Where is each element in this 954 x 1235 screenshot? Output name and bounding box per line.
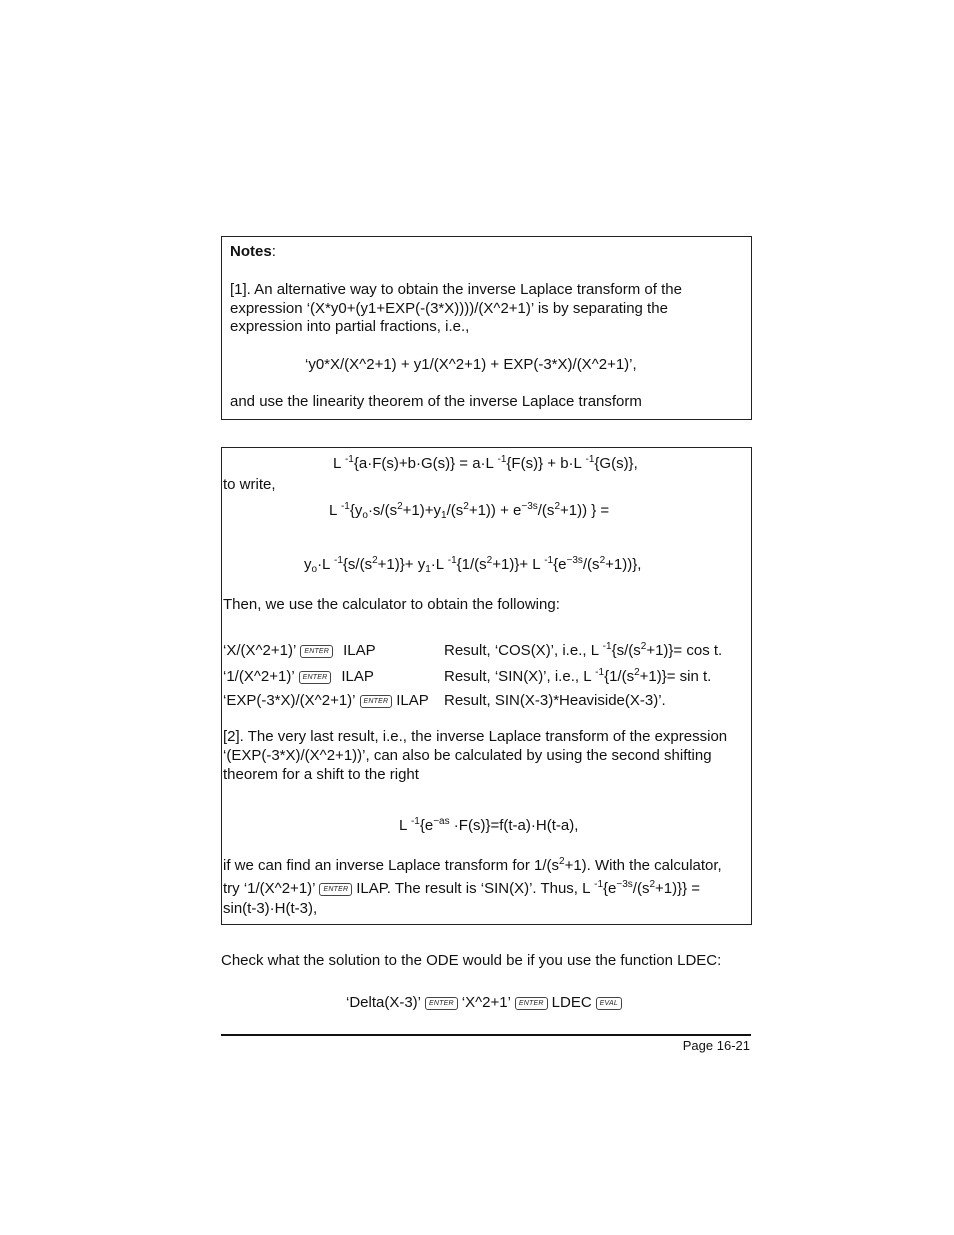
then-text: Then, we use the calculator to obtain the following: bbox=[223, 596, 560, 613]
calc-row-3-input: ‘EXP(-3*X)/(X^2+1)’ ENTER ILAP bbox=[223, 692, 429, 709]
calc-row-3-result: Result, SIN(X-3)*Heaviside(X-3)’. bbox=[444, 692, 666, 709]
ldec-keystrokes: ‘Delta(X-3)’ ENTER ‘X^2+1’ ENTER LDEC EVAL bbox=[346, 994, 626, 1011]
enter-key-icon: ENTER bbox=[299, 671, 332, 684]
note1-line2: expression ‘(X*y0+(y1+EXP(-(3*X))))/(X^2+1)’ is by separating the bbox=[230, 300, 668, 317]
notes-heading: Notes: bbox=[230, 243, 276, 260]
check-text: Check what the solution to the ODE would be if you use the function LDEC: bbox=[221, 952, 722, 969]
note2-line1: [2]. The very last result, i.e., the inverse Laplace transform of the expression bbox=[223, 728, 728, 745]
note2-line5: try ‘1/(X^2+1)’ ENTER ILAP. The result is ‘SIN(X)’. Thus, L $^{-1}\{e^{-3s}/(s^2+1)\}$} = bbox=[223, 879, 701, 897]
note2-line4: if we can find an inverse Laplace transform for $1/(s^2+1)$. With the calculator, bbox=[223, 856, 722, 874]
partial-fractions-expression: ‘y0*X/(X^2+1) + y1/(X^2+1) + EXP(-3*X)/(X^2+1)’, bbox=[305, 356, 637, 373]
note1-line3: expression into partial fractions, i.e., bbox=[230, 318, 470, 335]
note1-line4: and use the linearity theorem of the inverse Laplace transform bbox=[230, 393, 642, 410]
enter-key-icon: ENTER bbox=[360, 695, 393, 708]
footer-rule bbox=[221, 1034, 751, 1036]
second-shifting-theorem: L $^{-1}\{e^{-as} \cdot F(s)\}=f(t-a)\cdot H(t-a)$, bbox=[399, 816, 579, 834]
enter-key-icon: ENTER bbox=[425, 997, 458, 1010]
calc-row-2-input: ‘1/(X^2+1)’ ENTER ILAP bbox=[223, 668, 374, 685]
linearity-equation: L $^{-1}${a·F(s)+b·G(s)} = a·L $^{-1}${F(s)} + b·L $^{-1}${G(s)}, bbox=[333, 454, 638, 472]
note1-line1: [1]. An alternative way to obtain the inverse Laplace transform of the bbox=[230, 281, 682, 298]
enter-key-icon: ENTER bbox=[319, 883, 352, 896]
calc-row-1-result: Result, ‘COS(X)’, i.e., L $^{-1}\{s/(s^2+1)\}= \cos t$. bbox=[444, 641, 723, 659]
note2-line6: sin(t-3)·H(t-3), bbox=[223, 900, 318, 917]
enter-key-icon: ENTER bbox=[300, 645, 333, 658]
to-write-text: to write, bbox=[223, 476, 276, 493]
calc-row-2-result: Result, ‘SIN(X)’, i.e., L $^{-1}\{1/(s^2+1)\}= \sin t$. bbox=[444, 667, 712, 685]
page-number: Page 16-21 bbox=[682, 1038, 750, 1053]
note2-line3: theorem for a shift to the right bbox=[223, 766, 419, 783]
calc-row-1-input: ‘X/(X^2+1)’ ENTER ILAP bbox=[223, 642, 376, 659]
note2-line2: ‘(EXP(-3*X)/(X^2+1))’, can also be calculated by using the second shifting bbox=[223, 747, 712, 764]
eval-key-icon: EVAL bbox=[596, 997, 622, 1010]
expanded-equation: $y_o\cdot L$ $^{-1}\{s/(s^2+1)\}+ y_1\cdot L$ $^{-1}\{1/(s^2+1)\}+ L$ $^{-1}\{e^{-3s}/(s^2+1))$}, bbox=[304, 555, 642, 575]
transform-equation: L $^{-1}\{y_o\cdot s/(s^2+1)+y_1/(s^2+1)) + e^{-3s}/(s^2+1)$) } = bbox=[329, 501, 610, 521]
enter-key-icon: ENTER bbox=[515, 997, 548, 1010]
